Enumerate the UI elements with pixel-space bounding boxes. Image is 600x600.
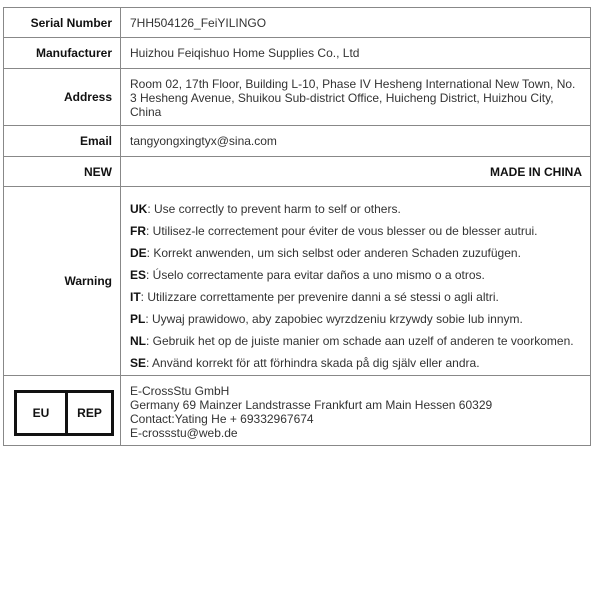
warning-text: : Korrekt anwenden, um sich selbst oder anderen Schaden zuzufügen. <box>146 246 521 260</box>
warning-text: : Använd korrekt för att förhindra skada på dig själv eller andra. <box>146 356 480 370</box>
rep-address: Germany 69 Mainzer Landstrasse Frankfurt am Main Hessen 60329 <box>130 398 493 412</box>
manufacturer-label: Manufacturer <box>4 38 121 68</box>
lang-code: SE <box>130 356 147 370</box>
warning-line-pl <box>130 311 582 333</box>
email-row <box>4 126 590 157</box>
eu-rep-details <box>130 384 492 440</box>
rep-email: E-crossstu@web.de <box>130 426 238 440</box>
eu-rep-row <box>4 376 590 445</box>
warning-line-se <box>130 355 582 377</box>
serial-number-row <box>4 8 590 38</box>
warning-row <box>4 187 590 376</box>
email-label: Email <box>4 126 121 156</box>
eu-rep-symbol <box>14 390 114 436</box>
warning-line-de <box>130 245 582 267</box>
eu-mark: EU <box>17 393 68 433</box>
lang-code: PL <box>130 312 146 326</box>
lang-code: ES <box>130 268 147 282</box>
lang-code: IT <box>130 290 141 304</box>
address-label: Address <box>4 69 121 125</box>
warning-list <box>121 187 590 375</box>
rep-company: E-CrossStu GmbH <box>130 384 230 398</box>
address-value: Room 02, 17th Floor, Building L-10, Phase IV Hesheng International New Town, No. 3 Hesheng Avenue, Shuikou Sub-district Office, Huicheng District, Huizhou City, China <box>130 76 576 119</box>
warning-text: : Utilisez-le correctement pour éviter de vous blesser ou de blesser autrui. <box>146 224 538 238</box>
manufacturer-value: Huizhou Feiqishuo Home Supplies Co., Ltd <box>130 46 360 60</box>
lang-code: DE <box>130 246 147 260</box>
warning-text: : Úselo correctamente para evitar daños a uno mismo o a otros. <box>146 268 485 282</box>
serial-number-label: Serial Number <box>4 8 121 37</box>
warning-line-fr <box>130 223 582 245</box>
serial-number-value: 7HH504126_FeiYILINGO <box>130 15 267 30</box>
rep-contact: Contact:Yating He + 69332967674 <box>130 412 314 426</box>
lang-code: UK <box>130 202 148 216</box>
warning-line-it <box>130 289 582 311</box>
warning-line-es <box>130 267 582 289</box>
new-row <box>4 157 590 187</box>
eu-rep-cell <box>4 376 121 445</box>
warning-line-uk <box>130 201 582 223</box>
warning-text: : Use correctly to prevent harm to self or others. <box>147 202 401 216</box>
rep-mark: REP <box>77 406 102 420</box>
address-row <box>4 69 590 126</box>
email-value: tangyongxingtyx@sina.com <box>130 134 277 148</box>
new-label: NEW <box>4 157 121 186</box>
warning-text: : Gebruik het op de juiste manier om schade aan uzelf of anderen te voorkomen. <box>146 334 574 348</box>
product-info-table <box>3 7 591 446</box>
warning-text: : Uywaj prawidowo, aby zapobiec wyrzdzeniu krzywdy sobie lub innym. <box>145 312 523 326</box>
lang-code: NL <box>130 334 146 348</box>
lang-code: FR <box>130 224 146 238</box>
manufacturer-row <box>4 38 590 69</box>
warning-line-nl <box>130 333 582 355</box>
made-in-value: MADE IN CHINA <box>490 164 582 179</box>
warning-label: Warning <box>4 187 121 375</box>
warning-text: : Utilizzare correttamente per prevenire danni a sé stessi o agli altri. <box>140 290 499 304</box>
